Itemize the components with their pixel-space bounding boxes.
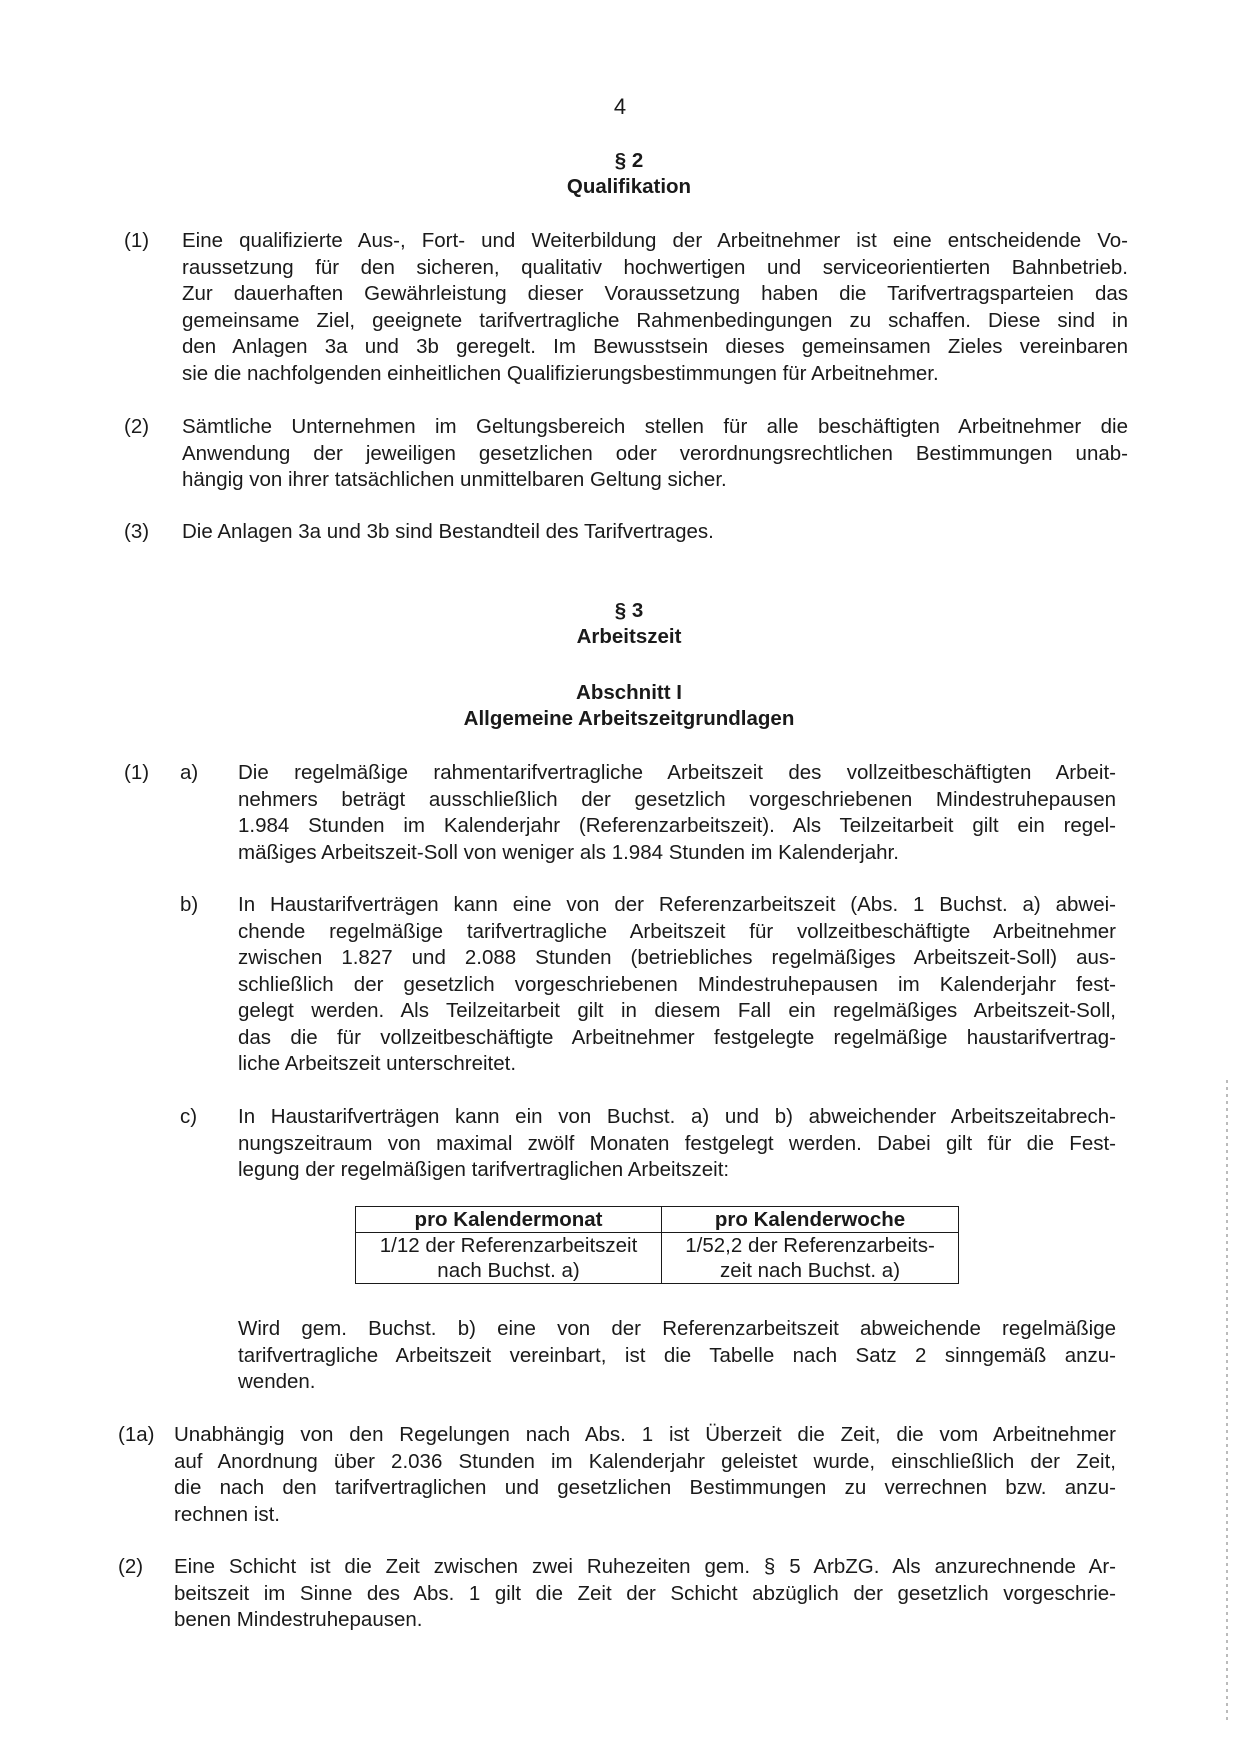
paragraph-label: (2) bbox=[118, 1555, 144, 1578]
section2-symbol: § 2 bbox=[614, 149, 644, 172]
paragraph-label: (1) bbox=[124, 761, 150, 784]
item-text: Die regelmäßige rahmentarifvertragliche Arbeitszeit des vollzeitbeschäftigten Arbeit- nehmers beträgt ausschließlich der gesetzlich vorgeschriebenen Mindestruhepausen 1.984 Stunden im Kalenderjahr (Referenzarbeitszeit). Als Teilzeitarbeit gilt ein regel- mäßiges Arbeitszeit-Soll von weniger als 1.984 Stunden im Kalenderjahr. bbox=[238, 761, 1116, 864]
paragraph-text: Unabhängig von den Regelungen nach Abs. 1 ist Überzeit die Zeit, die vom Arbeitnehmer auf Anordnung über 2.036 Stunden im Kalenderjahr geleistet wurde, einschließlich der Zeit, die nach den tarifvertraglichen und gesetzlichen Bestimmungen zu verrechnen bzw. anzu- rechnen ist. bbox=[174, 1423, 1116, 1526]
subsection-title: Allgemeine Arbeitszeitgrundlagen bbox=[463, 707, 795, 730]
item-label: b) bbox=[180, 893, 199, 916]
paragraph-text: Die Anlagen 3a und 3b sind Bestandteil des Tarifvertrages. bbox=[182, 520, 714, 543]
paragraph-label: (2) bbox=[124, 415, 150, 438]
paragraph-text: Sämtliche Unternehmen im Geltungsbereich stellen für alle beschäftigten Arbeitnehmer die Anwendung der jeweiligen gesetzlichen oder verordnungsrechtlichen Bestimmungen unab- hängig von ihrer tatsächlichen unmittelbaren Geltung sicher. bbox=[182, 415, 1128, 491]
table-cell-month: 1/12 der Referenzarbeitszeit nach Buchst. a) bbox=[356, 1233, 662, 1284]
paragraph-text: Eine qualifizierte Aus-, Fort- und Weiterbildung der Arbeitnehmer ist eine entscheidende Vo- raussetzung für den sicheren, qualitativ hochwertigen und serviceorientierten Bahnbetrieb. Zur dauerhaften Gewährleistung dieser Voraussetzung haben die Tarifvertragsparteien das gemeinsame Ziel, geeignete tarifvertragliche Rahmenbedingungen zu schaffen. Diese sind in den Anlagen 3a und 3b geregelt. Im Bewusstsein dieses gemeinsamen Zieles vereinbaren sie die nachfolgenden einheitlichen Qualifizierungsbestimmungen für Arbeitnehmer. bbox=[182, 229, 1128, 385]
section2-title: Qualifikation bbox=[566, 175, 692, 198]
page-number: 4 bbox=[613, 94, 627, 119]
item-text-after-table: Wird gem. Buchst. b) eine von der Referenzarbeitszeit abweichende regelmäßige tarifvertragliche Arbeitszeit vereinbart, ist die Tabelle nach Satz 2 sinngemäß anzu- wenden. bbox=[238, 1317, 1116, 1393]
table-header-week: pro Kalenderwoche bbox=[662, 1207, 959, 1233]
table-header-month: pro Kalendermonat bbox=[356, 1207, 662, 1233]
subsection-label: Abschnitt I bbox=[576, 681, 682, 704]
working-time-table bbox=[355, 1206, 959, 1284]
item-label: c) bbox=[180, 1105, 198, 1128]
scan-edge-mark bbox=[1226, 1080, 1228, 1720]
paragraph-label: (3) bbox=[124, 520, 150, 543]
item-text: In Haustarifverträgen kann ein von Buchst. a) und b) abweichender Arbeitszeitabrech- nungszeitraum von maximal zwölf Monaten festgelegt werden. Dabei gilt für die Fest- legung der regelmäßigen tarifvertraglichen Arbeitszeit: bbox=[238, 1105, 1116, 1181]
section3-title: Arbeitszeit bbox=[576, 625, 682, 648]
table-cell-week: 1/52,2 der Referenzarbeits- zeit nach Buchst. a) bbox=[662, 1233, 959, 1284]
paragraph-text: Eine Schicht ist die Zeit zwischen zwei Ruhezeiten gem. § 5 ArbZG. Als anzurechnende Ar- beitszeit im Sinne des Abs. 1 gilt die Zeit der Schicht abzüglich der gesetzlich vorgeschrie- benen Mindestruhepausen. bbox=[174, 1555, 1116, 1631]
paragraph-label: (1a) bbox=[118, 1423, 155, 1446]
item-text: In Haustarifverträgen kann eine von der Referenzarbeitszeit (Abs. 1 Buchst. a) abwei- chende regelmäßige tarifvertragliche Arbeitszeit für vollzeitbeschäftigte Arbeitnehmer zwischen 1.827 und 2.088 Stunden (betriebliches regelmäßiges Arbeitszeit-Soll) aus- schließlich der gesetzlich vorgeschriebenen Mindestruhepausen im Kalenderjahr fest- gelegt werden. Als Teilzeitarbeit gilt in diesem Fall ein regelmäßiges Arbeitszeit-Soll, das die für vollzeitbeschäftigte Arbeitnehmer festgelegte regelmäßige haustarifvertrag- liche Arbeitszeit unterschreitet. bbox=[238, 893, 1116, 1075]
section3-symbol: § 3 bbox=[614, 599, 644, 622]
item-label: a) bbox=[180, 761, 199, 784]
paragraph-label: (1) bbox=[124, 229, 150, 252]
